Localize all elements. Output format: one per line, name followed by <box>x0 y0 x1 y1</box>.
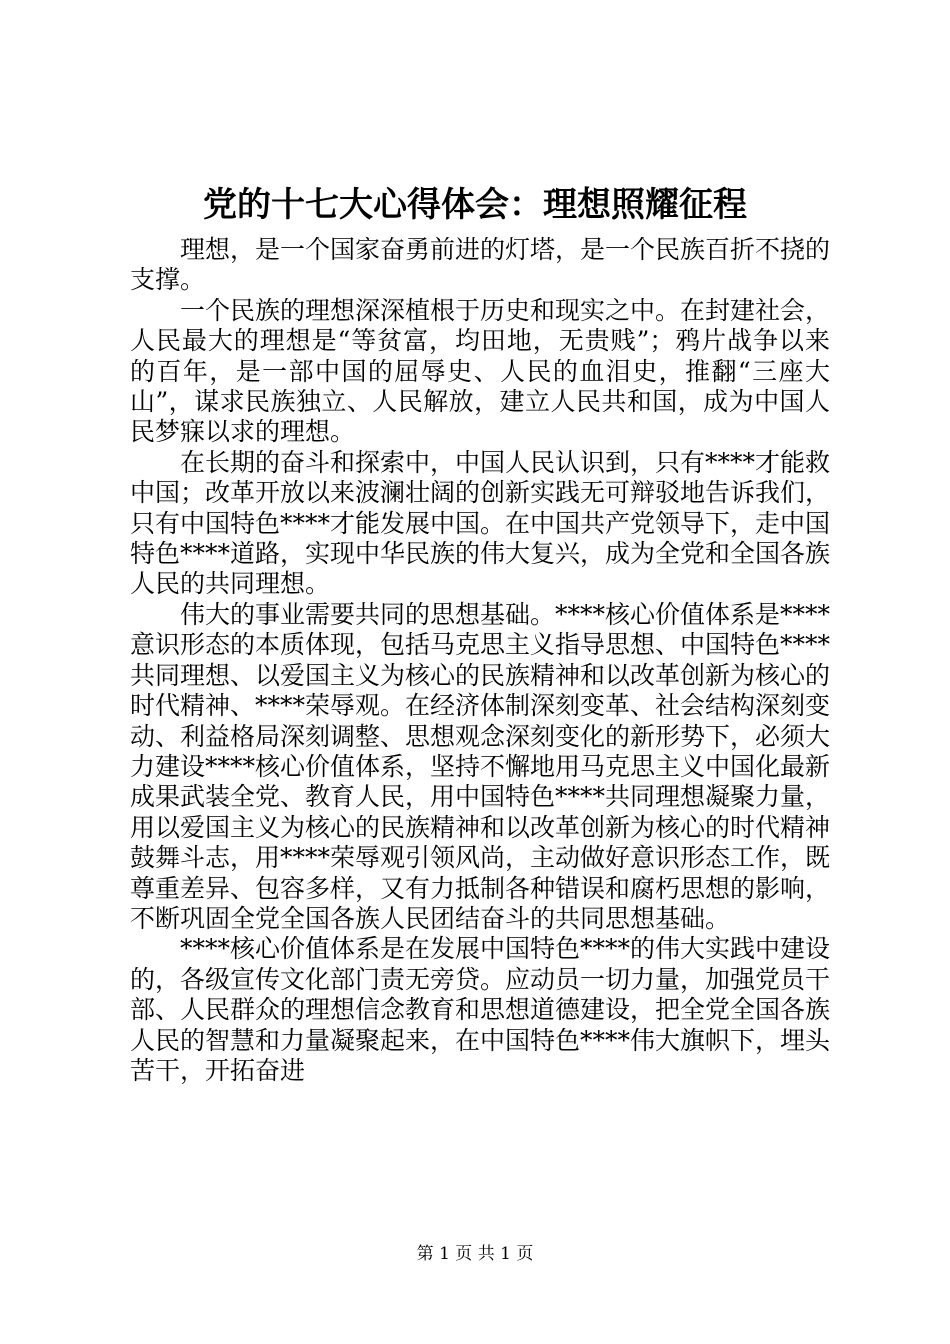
paragraph-5: ****核心价值体系是在发展中国特色****的伟大实践中建设的，各级宣传文化部门责无旁贷。应动员一切力量，加强党员干部、人民群众的理想信念教育和思想道德建设，把全党全国各族人民的智慧和力量凝聚起来，在中国特色****伟大旗帜下，埋头苦干，开拓奋进 <box>130 934 831 1085</box>
paragraph-1: 理想，是一个国家奋勇前进的灯塔，是一个民族百折不挠的支撑。 <box>130 235 831 295</box>
paragraph-4: 伟大的事业需要共同的思想基础。****核心价值体系是****意识形态的本质体现，包括马克思主义指导思想、中国特色****共同理想、以爱国主义为核心的民族精神和以改革创新为核心的时代精神、****荣辱观。在经济体制深刻变革、社会结构深刻变动、利益格局深刻调整、思想观念深刻变化的新形势下，必须大力建设****核心价值体系，坚持不懈地用马克思主义中国化最新成果武装全党、教育人民，用中国特色****共同理想凝聚力量，用以爱国主义为核心的民族精神和以改革创新为核心的时代精神鼓舞斗志，用****荣辱观引领风尚，主动做好意识形态工作，既尊重差异、包容多样，又有力抵制各种错误和腐朽思想的影响，不断巩固全党全国各族人民团结奋斗的共同思想基础。 <box>130 599 831 933</box>
page-footer: 第 1 页 共 1 页 <box>416 1244 534 1264</box>
document-body <box>130 235 830 1086</box>
document-title: 党的十七大心得体会：理想照耀征程 <box>203 185 747 225</box>
paragraph-2: 一个民族的理想深深植根于历史和现实之中。在封建社会，人民最大的理想是“等贫富，均田地，无贵贱”；鸦片战争以来的百年，是一部中国的屈辱史、人民的血泪史，推翻“三座大山”，谋求民族独立、人民解放，建立人民共和国，成为中国人民梦寐以求的理想。 <box>130 295 831 447</box>
paragraph-3: 在长期的奋斗和探索中，中国人民认识到，只有****才能救中国；改革开放以来波澜壮阔的创新实践无可辩驳地告诉我们，只有中国特色****才能发展中国。在中国共产党领导下，走中国特色****道路，实现中华民族的伟大复兴，成为全党和全国各族人民的共同理想。 <box>130 447 831 599</box>
